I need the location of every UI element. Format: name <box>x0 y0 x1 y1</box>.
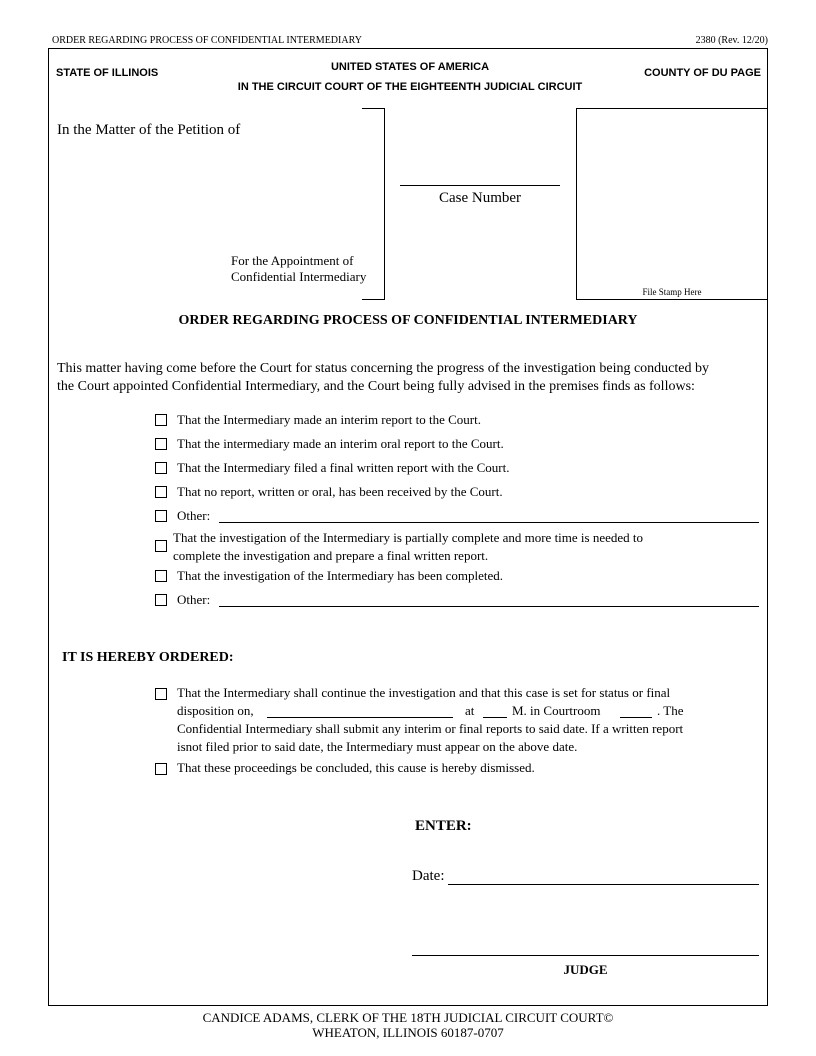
finding-7-text: That the investigation of the Intermediary has been completed. <box>177 568 503 583</box>
ordered-heading: IT IS HEREBY ORDERED: <box>62 650 234 665</box>
order-2-checkbox[interactable] <box>155 763 167 775</box>
time-field[interactable] <box>483 717 507 718</box>
matter-bottom-tick <box>362 299 384 300</box>
judge-label: JUDGE <box>563 962 608 977</box>
document-title: ORDER REGARDING PROCESS OF CONFIDENTIAL INTERMEDIARY <box>178 313 638 328</box>
finding-6-line2: complete the investigation and prepare a final written report. <box>173 548 489 563</box>
file-stamp-label: File Stamp Here <box>642 287 702 297</box>
finding-2-text: That the intermediary made an interim oral report to the Court. <box>177 436 504 451</box>
file-stamp-box <box>576 108 768 300</box>
finding-1-text: That the Intermediary made an interim report to the Court. <box>177 412 481 427</box>
footer-address: WHEATON, ILLINOIS 60187-0707 <box>312 1025 504 1040</box>
order-1-line1: That the Intermediary shall continue the investigation and that this case is set for status or final <box>177 685 671 700</box>
finding-8-checkbox[interactable] <box>155 594 167 606</box>
finding-5-other-field[interactable] <box>219 522 759 523</box>
intro-line2: the Court appointed Confidential Intermediary, and the Court being fully advised in the premises finds as follows: <box>57 379 695 394</box>
finding-4-text: That no report, written or oral, has been received by the Court. <box>177 484 503 499</box>
finding-5-label: Other: <box>177 508 211 523</box>
form-header-title: ORDER REGARDING PROCESS OF CONFIDENTIAL INTERMEDIARY <box>52 35 362 46</box>
disposition-date-field[interactable] <box>267 717 453 718</box>
finding-3-checkbox[interactable] <box>155 462 167 474</box>
state-label: STATE OF ILLINOIS <box>56 67 159 79</box>
finding-3-text: That the Intermediary filed a final written report with the Court. <box>177 460 510 475</box>
matter-label: In the Matter of the Petition of <box>57 122 241 138</box>
order-1-line2-d: . The <box>657 703 684 718</box>
finding-8-other-field[interactable] <box>219 606 759 607</box>
order-1-line4: isnot filed prior to said date, the Intermediary must appear on the above date. <box>177 739 578 754</box>
finding-8-label: Other: <box>177 592 211 607</box>
order-1-line2-c: M. in Courtroom <box>512 703 601 718</box>
appointment-line2: Confidential Intermediary <box>231 269 367 284</box>
finding-1-checkbox[interactable] <box>155 414 167 426</box>
order-1-line3: Confidential Intermediary shall submit any interim or final reports to said date. If a written report <box>177 721 684 736</box>
footer-clerk: CANDICE ADAMS, CLERK OF THE 18TH JUDICIAL CIRCUIT COURT© <box>202 1010 614 1025</box>
finding-7-checkbox[interactable] <box>155 570 167 582</box>
order-1-checkbox[interactable] <box>155 688 167 700</box>
case-number-field[interactable] <box>400 185 560 186</box>
finding-6-checkbox[interactable] <box>155 540 167 552</box>
matter-top-tick <box>362 108 384 109</box>
order-1-line2-b: at <box>465 703 475 718</box>
country-label: UNITED STATES OF AMERICA <box>330 61 490 73</box>
finding-5-checkbox[interactable] <box>155 510 167 522</box>
date-label: Date: <box>412 868 445 884</box>
matter-right-border <box>384 108 385 300</box>
form-number: 2380 (Rev. 12/20) <box>695 35 768 46</box>
courtroom-field[interactable] <box>620 717 652 718</box>
finding-4-checkbox[interactable] <box>155 486 167 498</box>
county-label: COUNTY OF DU PAGE <box>644 67 761 79</box>
order-2-text: That these proceedings be concluded, this cause is hereby dismissed. <box>177 760 535 775</box>
case-number-label: Case Number <box>438 190 522 206</box>
order-1-line2-a: disposition on, <box>177 703 254 718</box>
date-field[interactable] <box>448 884 759 885</box>
appointment-line1: For the Appointment of <box>231 253 354 268</box>
finding-2-checkbox[interactable] <box>155 438 167 450</box>
intro-line1: This matter having come before the Court for status concerning the progress of the investigation being conducted by <box>57 361 709 376</box>
judge-signature-line[interactable] <box>412 955 759 956</box>
enter-label: ENTER: <box>415 818 472 834</box>
court-label: IN THE CIRCUIT COURT OF THE EIGHTEENTH JUDICIAL CIRCUIT <box>237 81 583 93</box>
finding-6-line1: That the investigation of the Intermediary is partially complete and more time is needed to <box>173 530 644 545</box>
